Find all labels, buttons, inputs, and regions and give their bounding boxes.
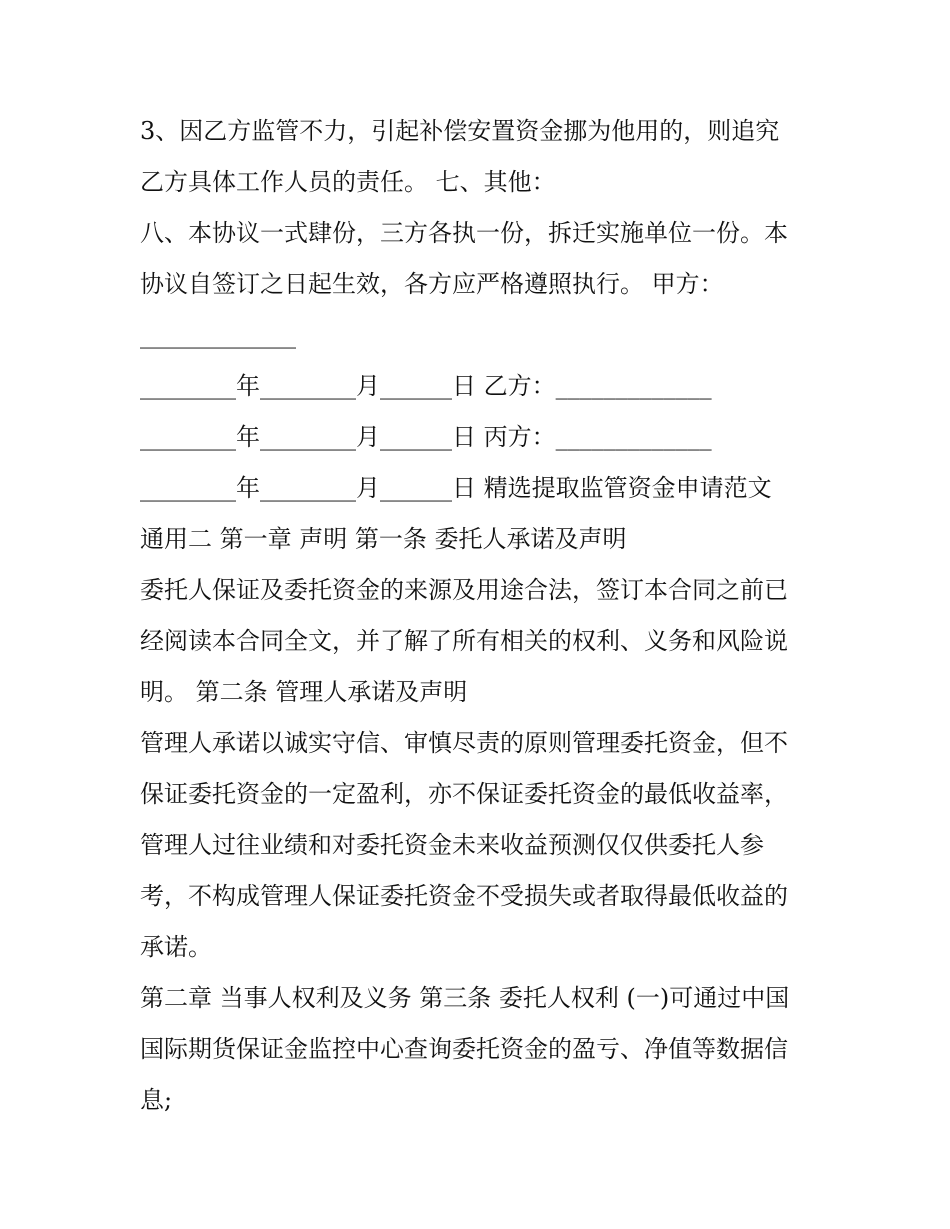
text-line: 3、因乙方监管不力，引起补偿安置资金挪为他用的，则追究 [140, 117, 780, 145]
text-line: 协议自签订之日起生效，各方应严格遵照执行。 甲方： [140, 270, 724, 298]
document-body [140, 106, 820, 1126]
text-line: 管理人过往业绩和对委托资金未来收益预测仅仅供委托人参 [140, 831, 764, 859]
signature-blank-line: _____________ [140, 321, 296, 349]
text-line: 乙方具体工作人员的责任。 七、其他： [140, 168, 556, 196]
date-signature-line: ________年________月______日 丙方：_____________ [140, 423, 712, 451]
date-signature-line: ________年________月______日 精选提取监管资金申请范文 [140, 474, 772, 502]
text-line: 管理人承诺以诚实守信、审慎尽责的原则管理委托资金，但不 [140, 729, 788, 757]
text-line: 国际期货保证金监控中心查询委托资金的盈亏、净值等数据信 [140, 1035, 788, 1063]
text-line: 经阅读本合同全文，并了解了所有相关的权利、义务和风险说 [140, 627, 788, 655]
text-line: 明。 第二条 管理人承诺及声明 [140, 678, 468, 706]
date-signature-line: ________年________月______日 乙方：_____________ [140, 372, 712, 400]
text-line: 第二章 当事人权利及义务 第三条 委托人权利 (一)可通过中国 [140, 984, 790, 1012]
text-line: 息; [140, 1086, 173, 1114]
text-line: 委托人保证及委托资金的来源及用途合法，签订本合同之前已 [140, 576, 788, 604]
text-line: 保证委托资金的一定盈利，亦不保证委托资金的最低收益率， [140, 780, 788, 808]
text-line: 承诺。 [140, 933, 212, 961]
text-line: 通用二 第一章 声明 第一条 委托人承诺及声明 [140, 525, 627, 553]
text-line: 八、本协议一式肆份，三方各执一份，拆迁实施单位一份。本 [140, 219, 788, 247]
text-line: 考，不构成管理人保证委托资金不受损失或者取得最低收益的 [140, 882, 788, 910]
